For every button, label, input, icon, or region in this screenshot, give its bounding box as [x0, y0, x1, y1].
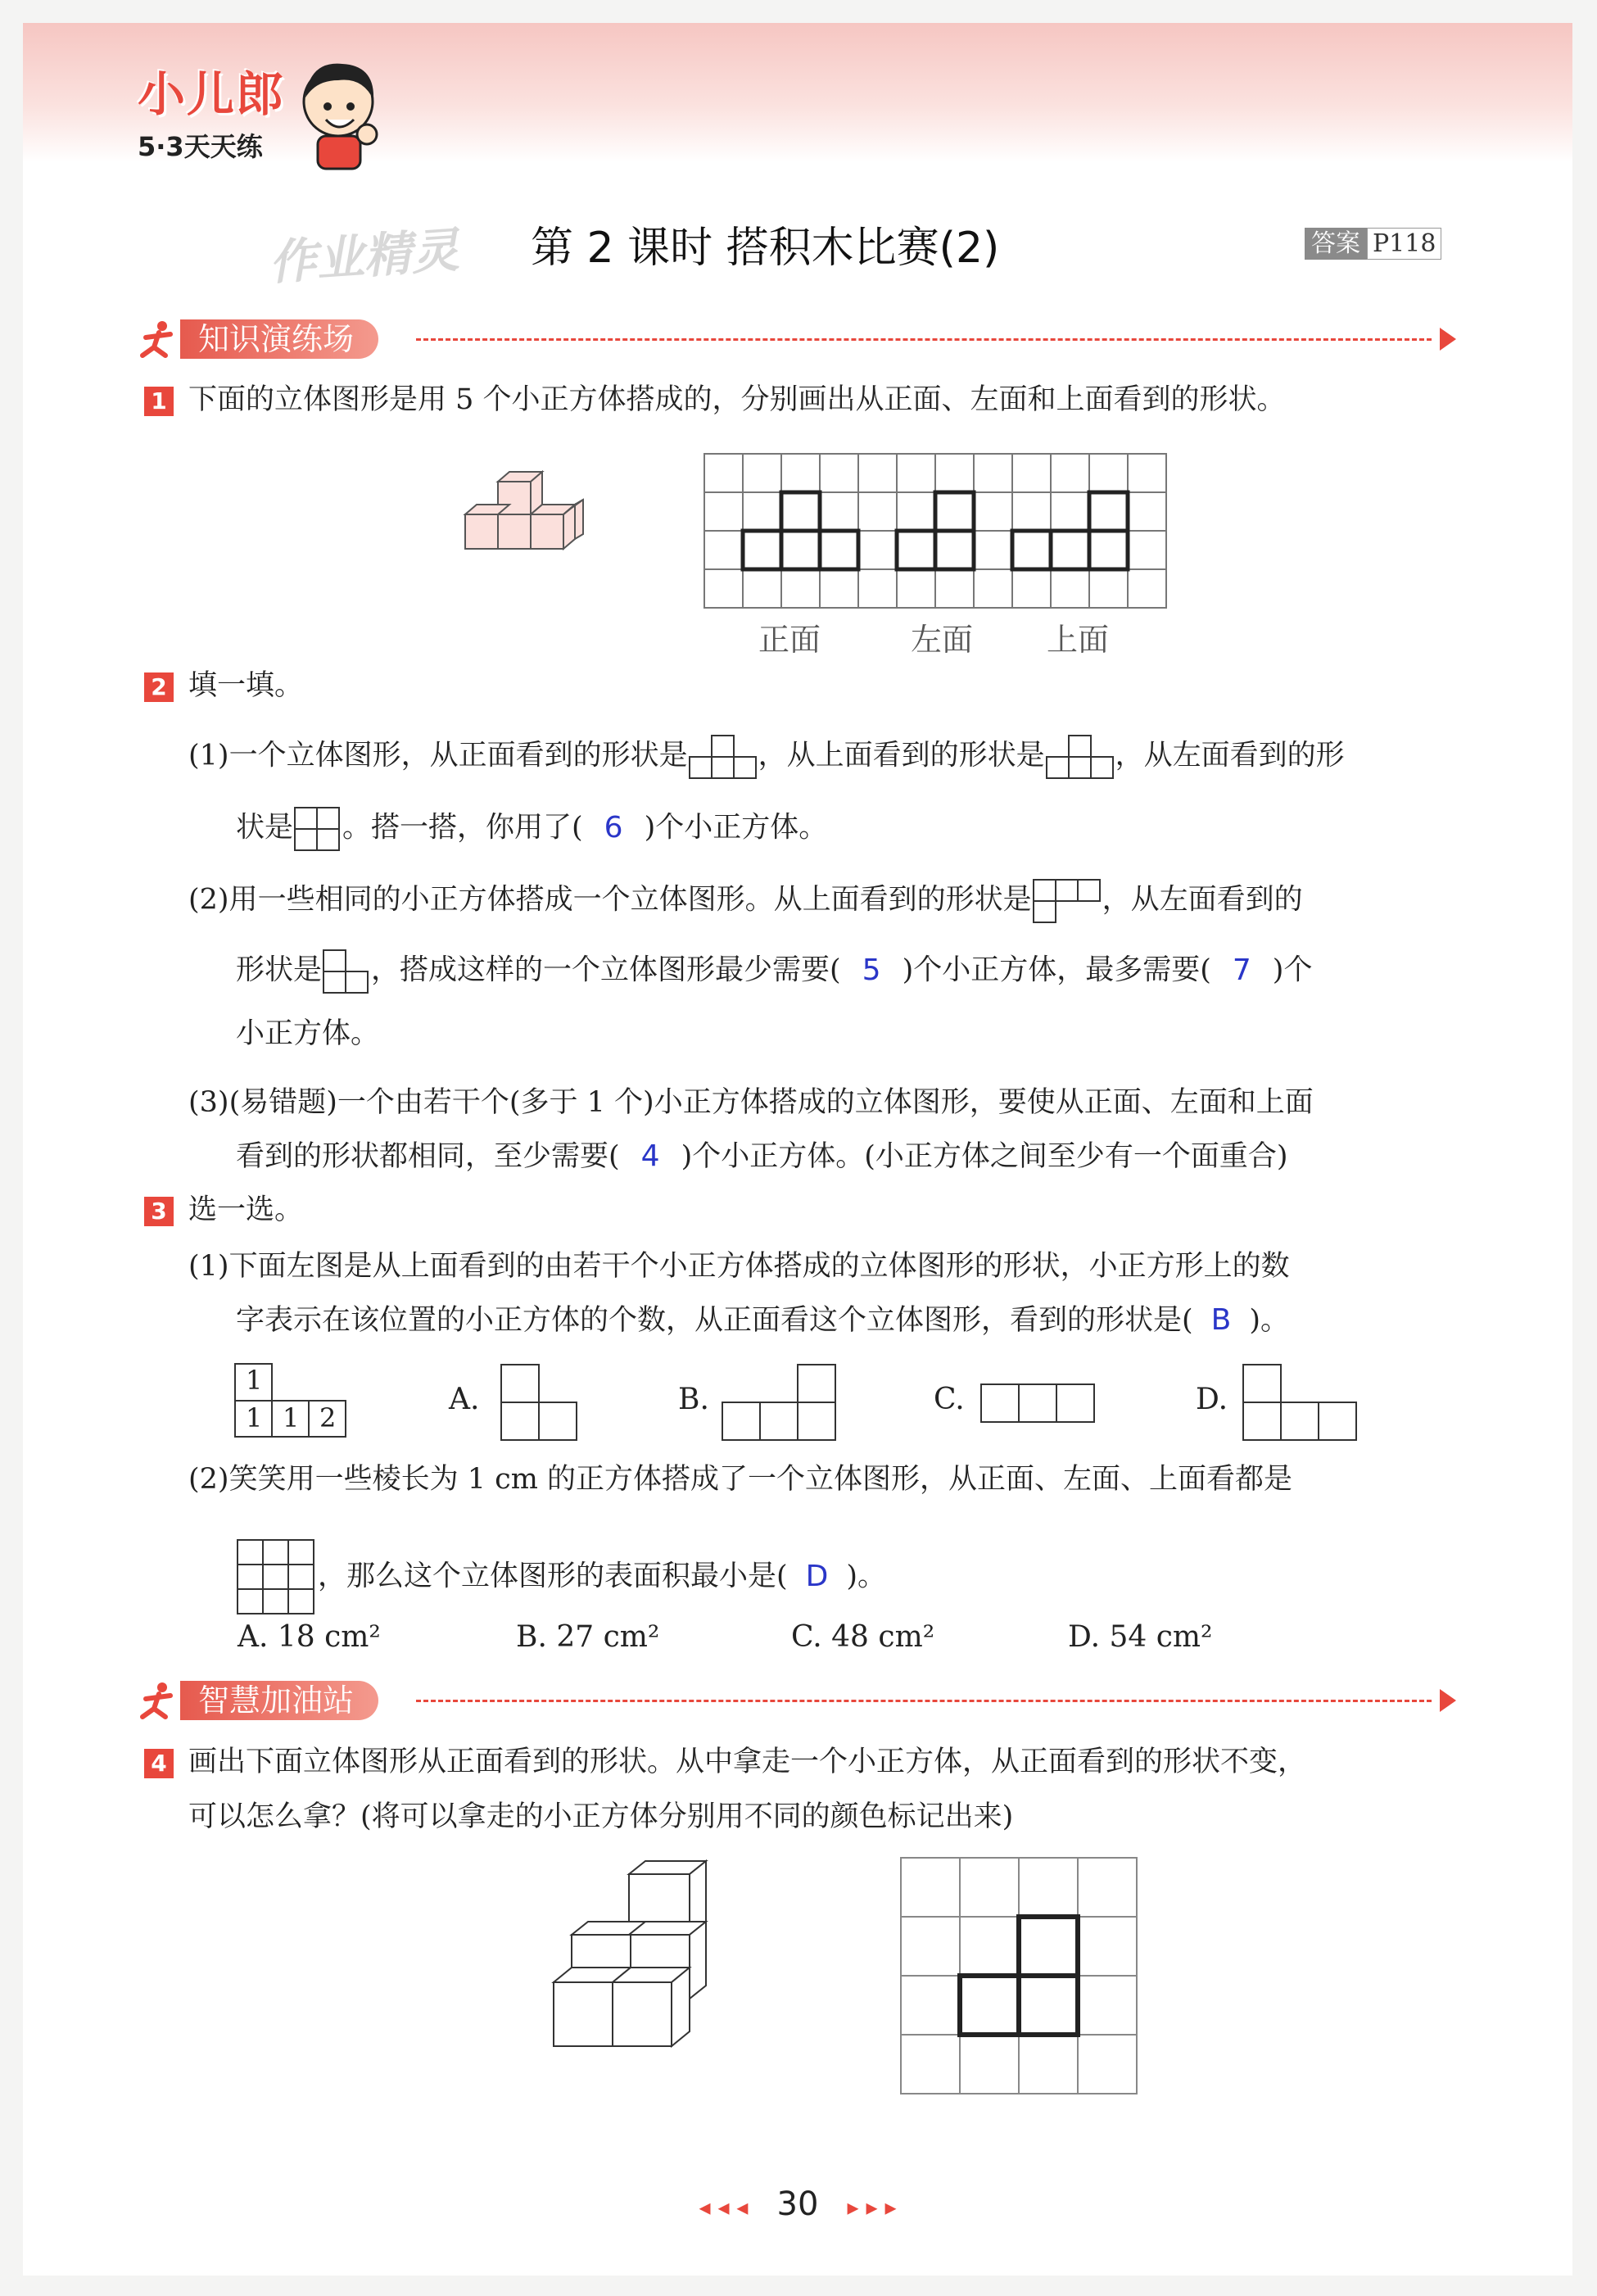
- q1-text: 下面的立体图形是用 5 个小正方体搭成的，分别画出从正面、左面和上面看到的形状。: [188, 383, 1286, 416]
- option-c-label[interactable]: C.: [934, 1383, 965, 1416]
- answer-value: 7: [1232, 953, 1251, 987]
- question-number: 1: [144, 387, 174, 416]
- brand-subtitle: 5·3天天练: [138, 131, 263, 162]
- q3-p1-line2: 字表示在该位置的小正方体的个数，从正面看这个立体图形，看到的形状是( B )。: [236, 1303, 1290, 1337]
- option-d-area[interactable]: D. 54 cm²: [1068, 1620, 1213, 1654]
- answer-value: 5: [862, 953, 881, 987]
- prev-page-icon: ◂ ◂ ◂: [699, 2194, 749, 2221]
- q3-p1-line1: (1)下面左图是从上面看到的由若干个小正方体搭成的立体图形的形状，小正方形上的数: [188, 1250, 1290, 1283]
- q4-line2: 可以怎么拿？(将可以拿走的小正方体分别用不同的颜色标记出来): [188, 1800, 1014, 1833]
- q1-cube-figure: [449, 457, 613, 572]
- q2-p2-line3: 小正方体。: [236, 1017, 380, 1050]
- brand-logo: [138, 56, 285, 164]
- q2-p3-line2: 看到的形状都相同，至少需要( 4 )个小正方体。(小正方体之间至少有一个面重合): [236, 1139, 1288, 1173]
- shape-left-view-2: [322, 949, 371, 994]
- q2-p2-line2: 形状是 ，搭成这样的一个立体图形最少需要( 5 )个小正方体，最多需要( 7 )个: [236, 949, 1312, 994]
- top-view-number-grid: [234, 1363, 349, 1438]
- q2-p1-line2: 状是 。搭一搭，你用了( 6 )个小正方体。: [236, 806, 827, 852]
- q3-heading: 选一选。: [188, 1193, 304, 1226]
- brand-name: 小儿郎: [138, 66, 286, 122]
- question-number: 4: [144, 1749, 174, 1778]
- answer-reference: [1305, 223, 1441, 259]
- arrow-right-icon: [1440, 328, 1456, 351]
- q4-answer-grid: [899, 1856, 1145, 2102]
- mascot-icon: [293, 52, 383, 175]
- q2-p2-line1: (2)用一些相同的小正方体搭成一个立体图形。从上面看到的形状是 ，从左面看到的: [188, 878, 1303, 924]
- arrow-right-icon: [1440, 1689, 1456, 1712]
- option-c-area[interactable]: C. 48 cm²: [791, 1620, 935, 1654]
- option-d-label[interactable]: D.: [1196, 1383, 1228, 1416]
- grid-number: 1: [246, 1365, 263, 1396]
- q3-p2-line1: (2)笑笑用一些棱长为 1 cm 的正方体搭成了一个立体图形，从正面、左面、上面看都是: [188, 1463, 1293, 1496]
- view-label-top: 上面: [1047, 622, 1110, 658]
- answer-value: 4: [640, 1139, 660, 1173]
- answer-value: B: [1210, 1303, 1232, 1337]
- question-number: 2: [144, 672, 174, 702]
- view-label-left: 左面: [911, 622, 974, 658]
- page-number: 30: [776, 2185, 819, 2223]
- section-title-wisdom: 智慧加油站: [180, 1681, 378, 1720]
- shape-top-view-2: [1032, 878, 1102, 924]
- option-b-area[interactable]: B. 27 cm²: [516, 1620, 660, 1654]
- runner-icon: [138, 319, 179, 360]
- q1-answer-grid: [703, 452, 1169, 616]
- q2-heading: 填一填。: [188, 669, 304, 702]
- answer-page: P118: [1367, 228, 1441, 260]
- q4-cube-figure: [547, 1858, 735, 2063]
- q4-line1: 画出下面立体图形从正面看到的形状。从中拿走一个小正方体，从正面看到的形状不变，: [188, 1746, 1307, 1778]
- grid-number: 1: [246, 1402, 263, 1433]
- page-footer: [23, 2185, 1572, 2223]
- shape-left-view: [293, 806, 342, 852]
- answer-value: 6: [604, 810, 623, 845]
- shape-3x3-grid: [236, 1538, 318, 1617]
- q2-p1-line1: (1)一个立体图形，从正面看到的形状是 ，从上面看到的形状是 ，从左面看到的形: [188, 734, 1345, 780]
- answer-value: D: [805, 1559, 829, 1593]
- option-b-shape[interactable]: [721, 1363, 840, 1442]
- option-a-shape[interactable]: [500, 1363, 581, 1442]
- answer-tag: 答案: [1305, 228, 1367, 260]
- section-title-knowledge: 知识演练场: [180, 319, 378, 359]
- view-label-front: 正面: [758, 622, 821, 658]
- next-page-icon: ▸ ▸ ▸: [847, 2194, 897, 2221]
- watermark: 作业精灵: [267, 221, 461, 291]
- section-banner-knowledge: [138, 316, 1464, 362]
- option-b-label[interactable]: B.: [678, 1383, 709, 1416]
- runner-icon: [138, 1681, 179, 1722]
- question-number: 3: [144, 1197, 174, 1226]
- q3-p2-line2: ，那么这个立体图形的表面积最小是( D )。: [236, 1538, 886, 1617]
- option-c-shape[interactable]: [979, 1383, 1099, 1425]
- page: [23, 23, 1572, 2276]
- q2-p3-line1: (3)(易错题)一个由若干个(多于 1 个)小正方体搭成的立体图形，要使从正面、左面和上面: [188, 1086, 1314, 1119]
- option-a-area[interactable]: A. 18 cm²: [238, 1620, 381, 1654]
- option-a-label[interactable]: A.: [449, 1383, 480, 1416]
- grid-number: 1: [283, 1402, 300, 1433]
- shape-front-view: [688, 734, 758, 780]
- section-banner-wisdom: [138, 1678, 1464, 1723]
- grid-number: 2: [319, 1402, 337, 1433]
- shape-top-view: [1045, 734, 1115, 780]
- page-title: 第 2 课时 搭积木比赛(2): [531, 224, 1000, 273]
- option-d-shape[interactable]: [1242, 1363, 1361, 1442]
